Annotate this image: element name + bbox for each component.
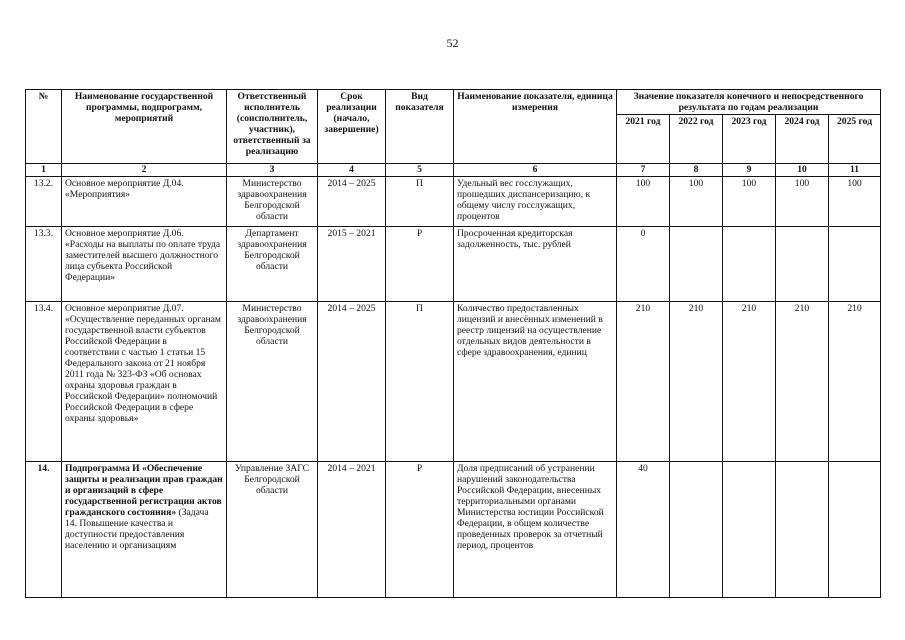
row-value — [829, 227, 881, 302]
row-num: 14. — [26, 462, 62, 598]
row-executor: Управление ЗАГС Белгородской области — [227, 462, 318, 598]
table-row — [26, 227, 881, 302]
header-indicator: Наименование показателя, единица измерения — [454, 90, 617, 164]
row-term: 2014 – 2025 — [318, 302, 386, 462]
row-value — [829, 462, 881, 598]
row-num: 13.3. — [26, 227, 62, 302]
header-year: 2023 год — [723, 115, 776, 164]
header-num: № — [26, 90, 62, 164]
subprogram-task: (Задача 14. Повышение качества и доступности предоставления населению и организациям — [65, 507, 209, 551]
row-value — [723, 462, 776, 598]
column-number: 8 — [670, 164, 723, 177]
row-value: 210 — [723, 302, 776, 462]
row-value: 100 — [670, 177, 723, 227]
page-number: 52 — [446, 36, 459, 50]
column-number: 7 — [617, 164, 670, 177]
row-type: П — [386, 177, 454, 227]
column-numbers-row — [26, 164, 881, 177]
column-number: 2 — [62, 164, 227, 177]
results-table — [25, 89, 881, 598]
row-value: 100 — [723, 177, 776, 227]
table-row — [26, 302, 881, 462]
row-value — [776, 227, 829, 302]
row-executor: Министерство здравоохранения Белгородской области — [227, 302, 318, 462]
row-value — [776, 462, 829, 598]
column-number: 3 — [227, 164, 318, 177]
header-type: Вид показателя — [386, 90, 454, 164]
header-row — [26, 90, 881, 115]
header-year: 2021 год — [617, 115, 670, 164]
row-value: 100 — [829, 177, 881, 227]
column-number: 1 — [26, 164, 62, 177]
row-value: 210 — [776, 302, 829, 462]
column-number: 10 — [776, 164, 829, 177]
column-number: 4 — [318, 164, 386, 177]
header-values-group: Значение показателя конечного и непосредственного результата по годам реализации — [617, 90, 881, 115]
row-value: 210 — [829, 302, 881, 462]
table-row — [26, 177, 881, 227]
row-value: 100 — [617, 177, 670, 227]
column-number: 6 — [454, 164, 617, 177]
row-value: 0 — [617, 227, 670, 302]
row-indicator: Удельный вес госслужащих, прошедших диспансеризацию, к общему числу госслужащих, процентов — [454, 177, 617, 227]
row-program: Основное мероприятие Д.06. «Расходы на выплаты по оплате труда заместителей высшего должностного лица субъекта Российской Федерации» — [62, 227, 227, 302]
row-value: 40 — [617, 462, 670, 598]
row-term: 2015 – 2021 — [318, 227, 386, 302]
column-number: 11 — [829, 164, 881, 177]
row-value: 100 — [776, 177, 829, 227]
column-number: 5 — [386, 164, 454, 177]
row-executor: Департамент здравоохранения Белгородской области — [227, 227, 318, 302]
row-value — [723, 227, 776, 302]
row-program: Основное мероприятие Д.04. «Мероприятия» — [62, 177, 227, 227]
row-type: Р — [386, 227, 454, 302]
row-value: 210 — [617, 302, 670, 462]
row-type: П — [386, 302, 454, 462]
header-year: 2025 год — [829, 115, 881, 164]
row-program — [62, 462, 227, 598]
row-value: 210 — [670, 302, 723, 462]
column-number: 9 — [723, 164, 776, 177]
header-term: Срок реализации (начало, завершение) — [318, 90, 386, 164]
row-indicator: Количество предоставленных лицензий и внесённых изменений в реестр лицензий на осуществление отдельных видов деятельности в сфере здравоохранения, единиц — [454, 302, 617, 462]
row-value — [670, 462, 723, 598]
subprogram-title: Подпрограмма И «Обеспечение защиты и реализации прав граждан и организаций в сфере государственной регистрации актов гражданского состояния» — [65, 463, 223, 518]
table-row — [26, 462, 881, 598]
row-num: 13.2. — [26, 177, 62, 227]
row-num: 13.4. — [26, 302, 62, 462]
header-year: 2024 год — [776, 115, 829, 164]
row-indicator: Доля предписаний об устранении нарушений законодательства Российской Федерации, внесенных территориальными органами Министерства юстиции Российской Федерации, в общем количестве проведенных проверок за отчетный период, процентов — [454, 462, 617, 598]
header-program: Наименование государственной программы, подпрограмм, мероприятий — [62, 90, 227, 164]
header-year: 2022 год — [670, 115, 723, 164]
row-term: 2014 – 2025 — [318, 177, 386, 227]
row-value — [670, 227, 723, 302]
row-term: 2014 – 2021 — [318, 462, 386, 598]
row-program: Основное мероприятие Д.07. «Осуществление переданных органам государственной власти субъектов Российской Федерации в соответствии с частью 1 статьи 15 Федерального закона от 21 ноября 2011 года № 323-ФЗ «Об основах охраны здоровья граждан в Российской Федерации» полномочий Российской Федерации в сфере охраны здоровья» — [62, 302, 227, 462]
row-executor: Министерство здравоохранения Белгородской области — [227, 177, 318, 227]
header-executor: Ответственный исполнитель (соисполнитель, участник), ответственный за реализацию — [227, 90, 318, 164]
row-type: Р — [386, 462, 454, 598]
row-indicator: Просроченная кредиторская задолженность, тыс. рублей — [454, 227, 617, 302]
